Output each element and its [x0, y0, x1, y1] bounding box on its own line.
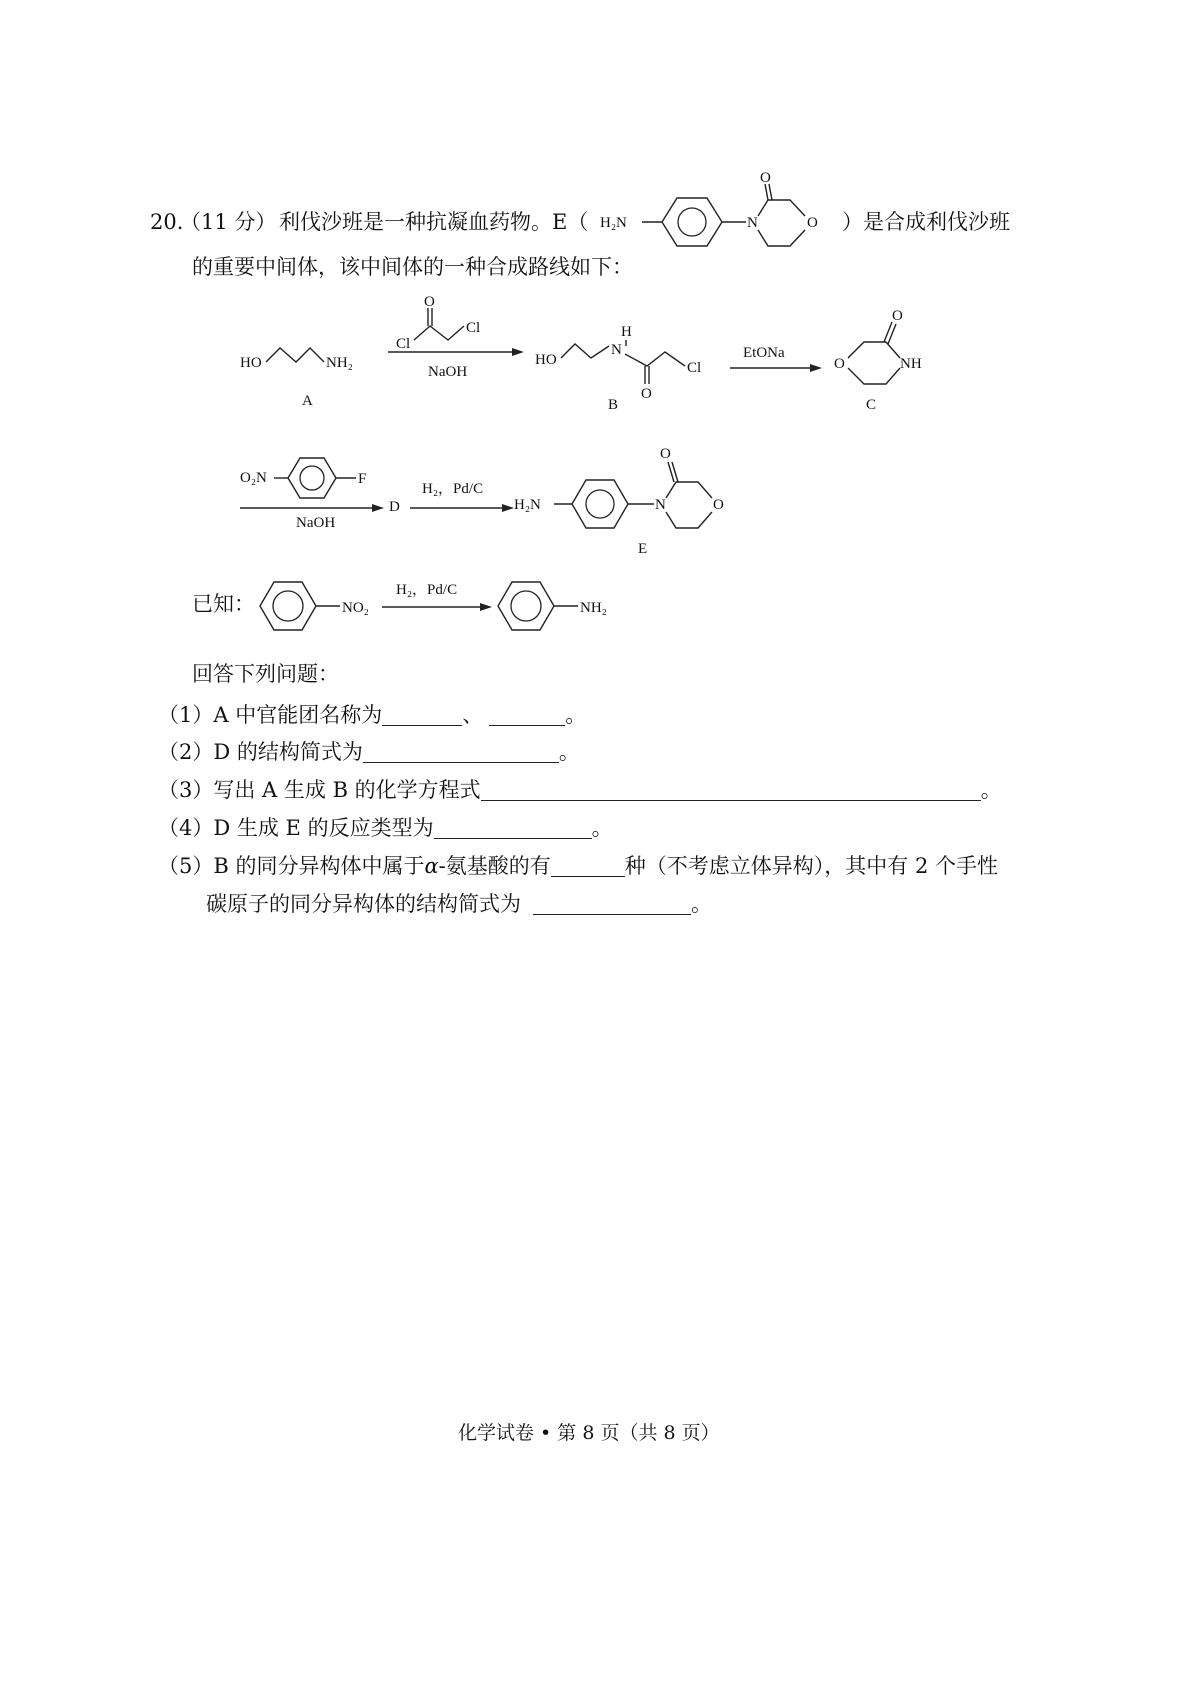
item-number: （3）: [158, 778, 214, 802]
cl-label: Cl: [687, 360, 702, 376]
known-nitrobenzene: [256, 574, 386, 638]
item-end: 。: [565, 703, 587, 727]
nh-label: NH: [900, 356, 922, 372]
item-4: [158, 818, 613, 839]
item-5-line2: [206, 894, 712, 915]
answer-blank-3[interactable]: [481, 780, 981, 801]
molecule-e: [514, 440, 744, 550]
arrow-known: [382, 601, 492, 613]
item-text: D 的结构简式为: [213, 740, 363, 764]
label-b: B: [608, 397, 619, 413]
item-2: [158, 742, 580, 763]
item-number: （1）: [158, 703, 214, 727]
ho-label: HO: [240, 355, 262, 371]
item-sep: 、: [462, 703, 484, 727]
cl-left-label: Cl: [396, 336, 411, 352]
item-number: （2）: [158, 740, 214, 764]
label-e: E: [638, 541, 648, 557]
question-number: 20.: [150, 210, 184, 234]
item-end: 。: [591, 816, 613, 840]
n-label: N: [611, 342, 622, 358]
answer-intro: 回答下列问题：: [192, 662, 339, 686]
item-5: [158, 856, 998, 877]
item-1: [158, 705, 586, 726]
known-label: 已知：: [192, 592, 255, 616]
item-end: 。: [691, 892, 712, 916]
answer-blank-4[interactable]: [434, 818, 592, 839]
reagent-4-fluoronitrobenzene: [240, 448, 380, 504]
item-text-c: 种（不考虑立体异构），其中有 2 个手性: [624, 854, 998, 878]
answer-blank-2[interactable]: [363, 742, 559, 763]
f-label: F: [358, 471, 367, 487]
label-a: A: [302, 393, 313, 409]
reagent-h2-pdc-1: H₂，Pd/C: [422, 481, 484, 497]
page-footer: 化学试卷 • 第 8 页（共 8 页）: [458, 1422, 720, 1444]
o2n-label: O₂N: [240, 470, 267, 486]
molecule-c: [830, 302, 930, 392]
item-number: （5）: [158, 854, 214, 878]
ho-label: HO: [535, 352, 557, 368]
item-number: （4）: [158, 816, 214, 840]
arrow-a-to-b: [388, 346, 524, 358]
arrow-c-to-d: [240, 502, 382, 514]
nh2-label: NH₂: [326, 355, 353, 371]
answer-blank-1b[interactable]: [489, 705, 565, 726]
item-text: A 中官能团名称为: [213, 703, 383, 727]
question-intro-end: ）是合成利伐沙班: [842, 210, 1010, 234]
h-label: H: [621, 324, 632, 340]
molecule-b: [535, 322, 725, 402]
molecule-a: [240, 330, 370, 380]
reagent-etona: EtONa: [743, 345, 785, 361]
answer-blank-1a[interactable]: [382, 705, 462, 726]
answer-blank-5a[interactable]: [551, 856, 625, 877]
h2n-label: H₂N: [600, 215, 627, 231]
o-ring-label: O: [834, 356, 845, 372]
item-text: 写出 A 生成 B 的化学方程式: [213, 778, 481, 802]
nh2-label: NH₂: [580, 600, 607, 616]
molecule-e-inline: [600, 168, 840, 258]
o-ring-label: O: [807, 215, 818, 231]
o-label: O: [424, 294, 435, 310]
known-aniline: [494, 574, 624, 638]
o-carbonyl-label: O: [892, 308, 903, 324]
question-intro-line2: 的重要中间体，该中间体的一种合成路线如下：: [192, 255, 633, 279]
o-label: O: [641, 386, 652, 402]
question-intro: 利伐沙班是一种抗凝血药物。E（: [279, 210, 589, 234]
reagent-h2-pdc-2: H₂，Pd/C: [396, 582, 458, 598]
no2-label: NO₂: [342, 600, 369, 616]
reagent-naoh-2: NaOH: [296, 515, 336, 531]
h2n-label: H₂N: [514, 497, 541, 513]
n-label: N: [747, 215, 758, 231]
label-c: C: [866, 397, 877, 413]
question-score: （11 分）: [180, 210, 277, 234]
item-text: D 生成 E 的反应类型为: [213, 816, 434, 840]
answer-blank-5b[interactable]: [533, 894, 691, 915]
item-text-b: -氨基酸的有: [438, 854, 551, 878]
item-text: B 的同分异构体中属于: [213, 854, 425, 878]
reagent-naoh-1: NaOH: [428, 364, 468, 380]
item-end: 。: [980, 778, 1002, 802]
o-ring-label: O: [713, 497, 724, 513]
label-d: D: [389, 499, 400, 515]
alpha-symbol: α: [424, 854, 439, 878]
cl-right-label: Cl: [466, 320, 481, 336]
item-text-line2: 碳原子的同分异构体的结构简式为: [206, 892, 521, 916]
item-3: [158, 780, 1002, 801]
arrow-d-to-e: [410, 502, 510, 514]
o-carbonyl-label: O: [760, 170, 771, 186]
item-end: 。: [558, 740, 580, 764]
o-carbonyl-label: O: [660, 446, 671, 462]
arrow-b-to-c: [730, 362, 820, 374]
n-label: N: [655, 497, 666, 513]
